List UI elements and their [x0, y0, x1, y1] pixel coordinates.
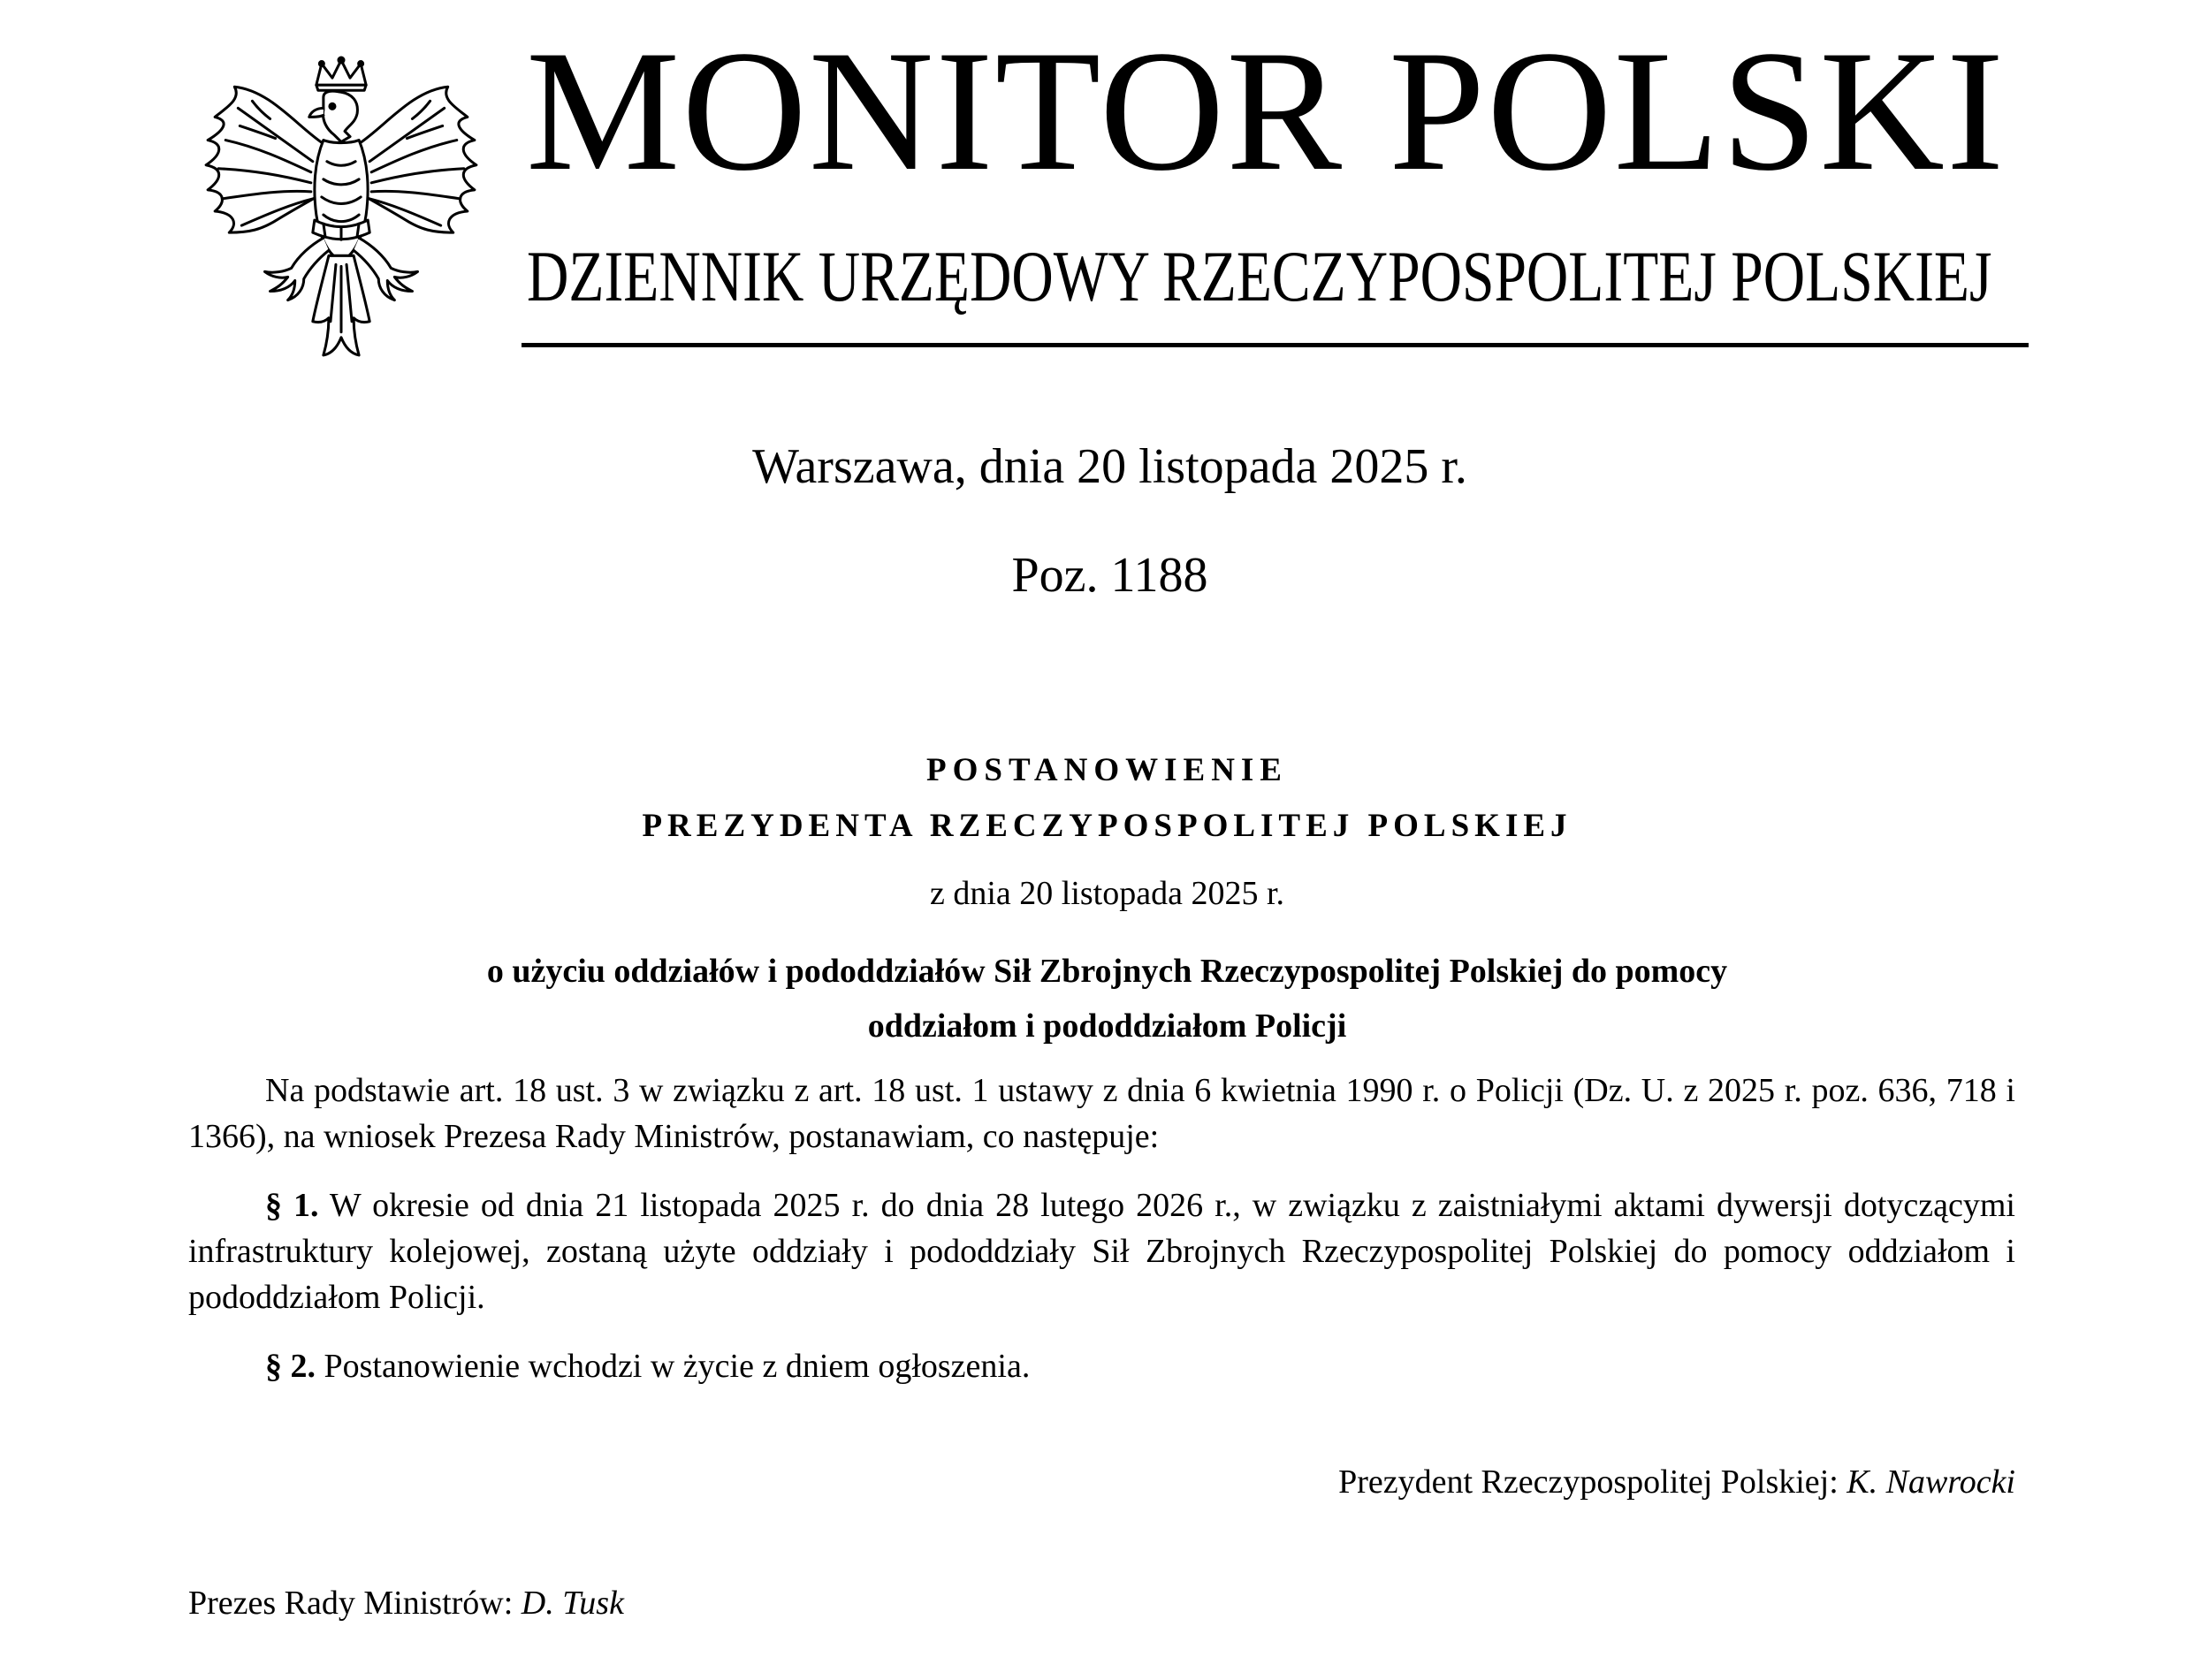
prime-minister-signature-line: [188, 1586, 624, 1620]
publication-dateline: Warszawa, dnia 20 listopada 2025 r.: [752, 439, 1467, 494]
masthead-divider: [522, 343, 2029, 347]
act-type-heading: POSTANOWIENIE: [926, 752, 1288, 788]
section-2-mark: § 2.: [265, 1348, 316, 1385]
president-name: K. Nawrocki: [1847, 1463, 2015, 1501]
masthead-subtitle: DZIENNIK URZĘDOWY RZECZYPOSPOLITEJ POLSKIEJ: [527, 236, 1992, 316]
polish-eagle-emblem-icon: [199, 55, 484, 362]
prime-minister-role: Prezes Rady Ministrów:: [188, 1585, 514, 1622]
publication-position: Poz. 1188: [1011, 548, 1208, 603]
president-signature-line: [1338, 1465, 2015, 1499]
act-subject-line-1: o użyciu oddziałów i pododdziałów Sił Zbrojnych Rzeczypospolitej Polskiej do pomocy: [486, 953, 1728, 990]
prime-minister-name: D. Tusk: [521, 1585, 624, 1622]
act-subject-line-2: oddziałom i pododdziałom Policji: [867, 1007, 1347, 1045]
section-2-text: Postanowienie wchodzi w życie z dniem ogłoszenia.: [324, 1348, 1031, 1385]
act-issuer-heading: PREZYDENTA RZECZYPOSPOLITEJ POLSKIEJ: [642, 808, 1572, 844]
president-role: Prezydent Rzeczypospolitej Polskiej:: [1338, 1463, 1839, 1501]
act-subject: [0, 944, 2193, 1053]
section-1-text: W okresie od dnia 21 listopada 2025 r. do dnia 28 lutego 2026 r., w związku z zaistniałymi aktami dywersji dotyczącymi infrastruktury kolejowej, zostaną użyte oddziały i pododdziały Sił Zbrojnych Rzeczypospolitej Polskiej do pomocy oddziałom i pododdziałom Policji.: [188, 1187, 2015, 1316]
section-1-paragraph: [188, 1182, 2015, 1320]
section-1-mark: § 1.: [265, 1187, 319, 1224]
act-date: z dnia 20 listopada 2025 r.: [929, 875, 1285, 912]
section-2-paragraph: [188, 1343, 2015, 1389]
masthead-title: MONITOR POLSKI: [526, 15, 2006, 207]
legal-basis-text: Na podstawie art. 18 ust. 3 w związku z art. 18 ust. 1 ustawy z dnia 6 kwietnia 1990 r. o Policji (Dz. U. z 2025 r. poz. 636, 718 i 1366), na wniosek Prezesa Rady Ministrów, postanawiam, co następuje:: [188, 1072, 2015, 1155]
legal-basis-paragraph: [188, 1068, 2015, 1159]
